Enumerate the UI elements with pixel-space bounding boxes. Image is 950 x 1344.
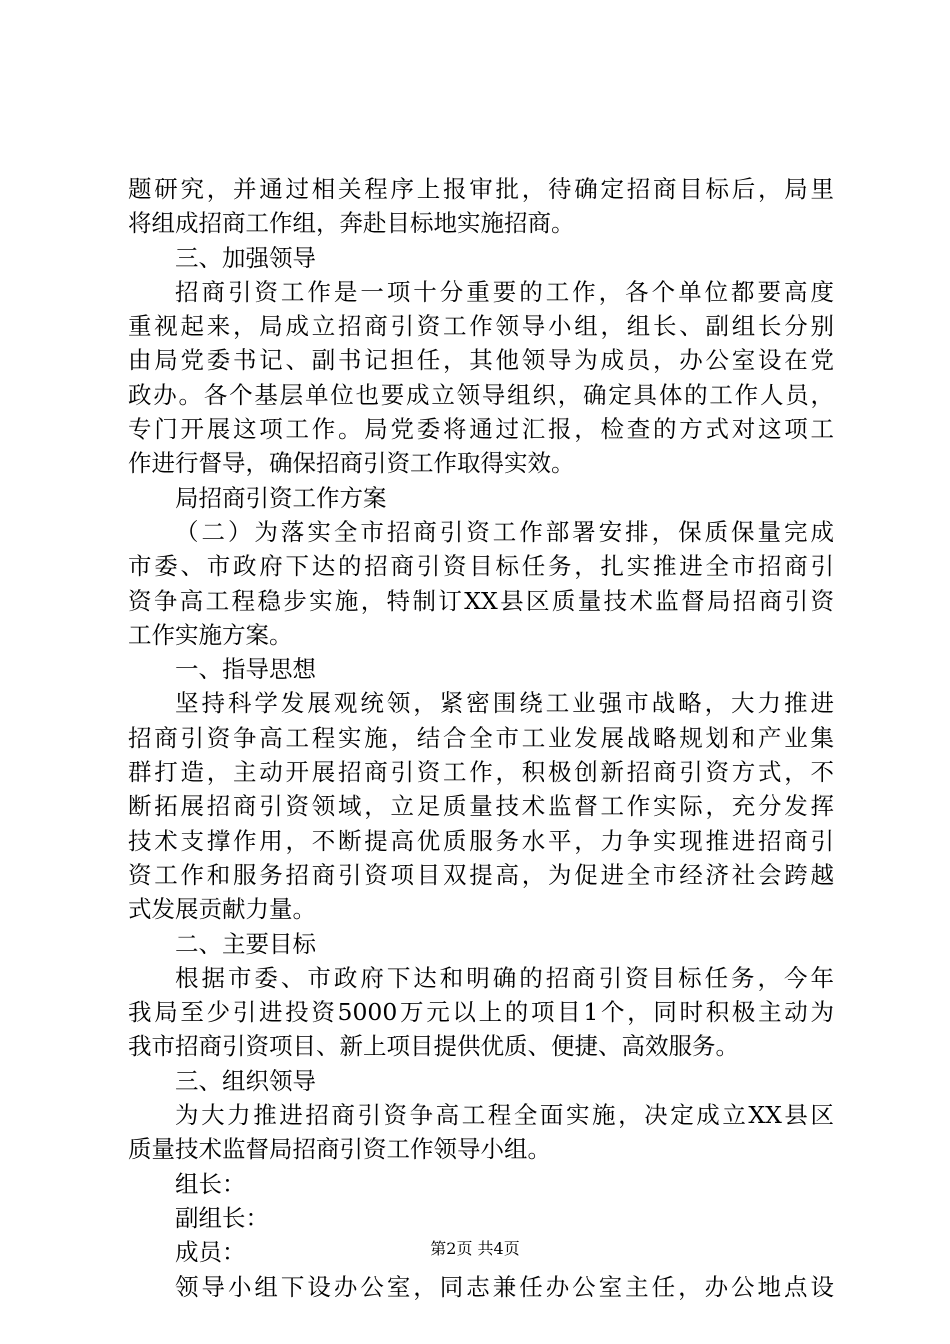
text-line: 招商引资争高工程实施，结合全市工业发展战略规划和产业集 xyxy=(128,723,834,752)
text-line: 领导小组下设办公室，同志兼任办公室主任，办公地点设 xyxy=(175,1272,834,1301)
text-line: 二、主要目标 xyxy=(175,929,316,958)
text-line: 坚持科学发展观统领，紧密围绕工业强市战略，大力推进 xyxy=(175,689,834,718)
text-line: 局招商引资工作方案 xyxy=(175,483,387,512)
text-line: 为大力推进招商引资争高工程全面实施，决定成立XX县区 xyxy=(175,1101,834,1130)
text-line: 副组长： xyxy=(175,1203,269,1232)
text-line: 三、组织领导 xyxy=(175,1066,316,1095)
text-line: 工作实施方案。 xyxy=(128,620,293,649)
text-line: （二）为落实全市招商引资工作部署安排，保质保量完成 xyxy=(175,517,834,546)
text-line: 我局至少引进投资5000万元以上的项目1个，同时积极主动为 xyxy=(128,998,834,1027)
text-line: 专门开展这项工作。局党委将通过汇报，检查的方式对这项工 xyxy=(128,415,834,444)
text-line: 由局党委书记、副书记担任，其他领导为成员，办公室设在党 xyxy=(128,346,834,375)
text-line: 一、指导思想 xyxy=(175,655,316,684)
text-line: 作进行督导，确保招商引资工作取得实效。 xyxy=(128,449,575,478)
text-line: 群打造，主动开展招商引资工作，积极创新招商引资方式，不 xyxy=(128,758,834,787)
text-line: 资争高工程稳步实施，特制订XX县区质量技术监督局招商引资 xyxy=(128,586,834,615)
page-footer: 第2页 共4页 xyxy=(430,1239,520,1258)
text-line: 式发展贡献力量。 xyxy=(128,895,316,924)
text-line: 政办。各个基层单位也要成立领导组织，确定具体的工作人员， xyxy=(128,380,834,409)
text-line: 招商引资工作是一项十分重要的工作，各个单位都要高度 xyxy=(175,277,834,306)
text-line: 断拓展招商引资领域，立足质量技术监督工作实际，充分发挥 xyxy=(128,792,834,821)
text-line: 技术支撑作用，不断提高优质服务水平，力争实现推进招商引 xyxy=(128,826,834,855)
text-line: 将组成招商工作组，奔赴目标地实施招商。 xyxy=(128,209,575,238)
text-line: 资工作和服务招商引资项目双提高，为促进全市经济社会跨越 xyxy=(128,860,834,889)
text-line: 根据市委、市政府下达和明确的招商引资目标任务，今年 xyxy=(175,963,834,992)
text-line: 成员： xyxy=(175,1238,246,1267)
text-line: 市委、市政府下达的招商引资目标任务，扎实推进全市招商引 xyxy=(128,552,834,581)
text-line: 组长： xyxy=(175,1169,246,1198)
text-line: 三、加强领导 xyxy=(175,243,316,272)
text-line: 题研究，并通过相关程序上报审批，待确定招商目标后，局里 xyxy=(128,175,834,203)
document-body xyxy=(128,172,834,1304)
text-line: 我市招商引资项目、新上项目提供优质、便捷、高效服务。 xyxy=(128,1032,739,1061)
text-line: 质量技术监督局招商引资工作领导小组。 xyxy=(128,1135,551,1164)
text-line: 重视起来，局成立招商引资工作领导小组，组长、副组长分别 xyxy=(128,312,834,341)
